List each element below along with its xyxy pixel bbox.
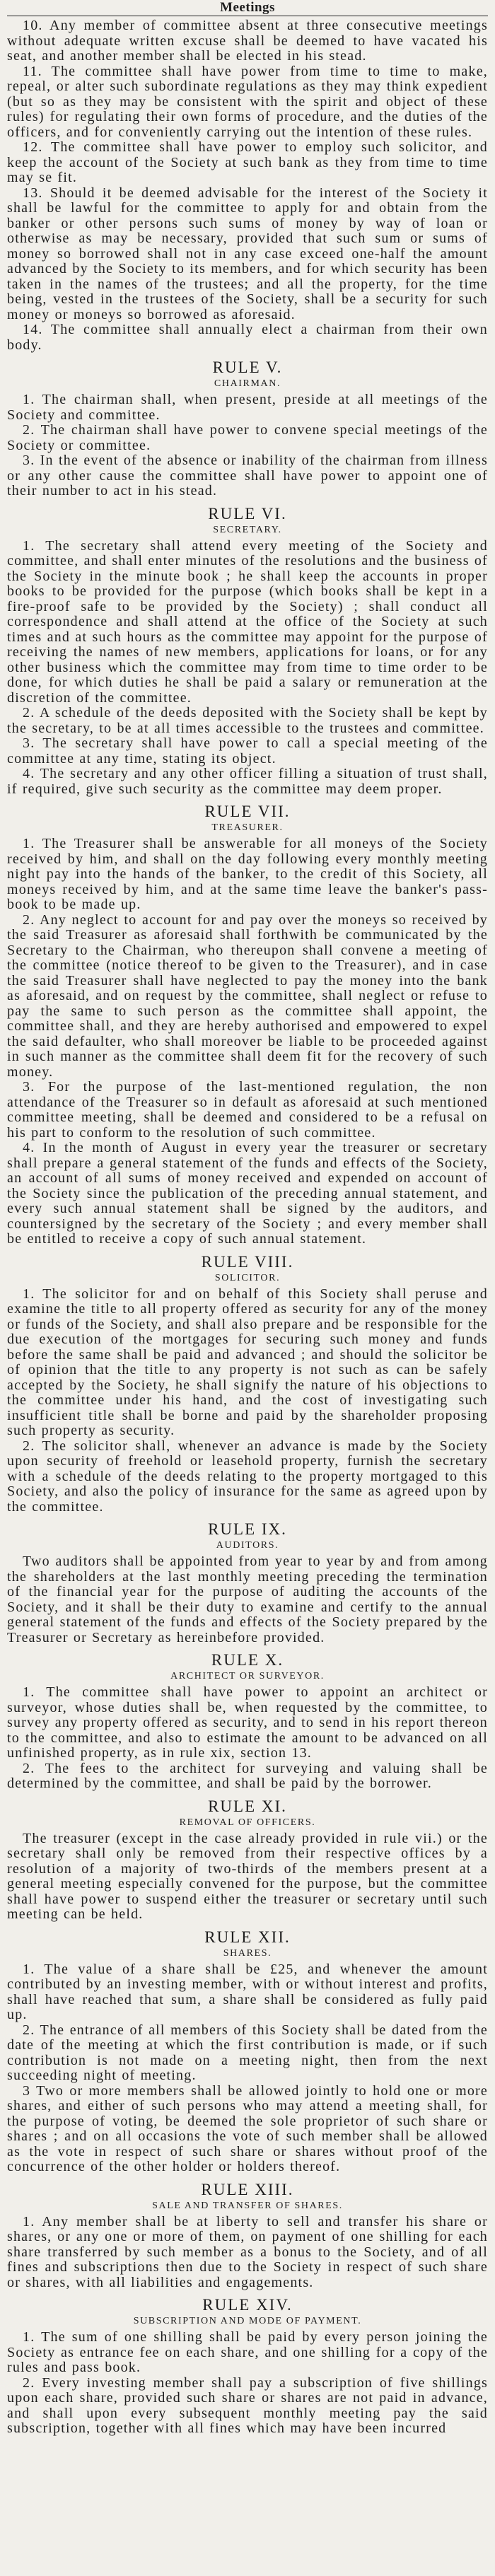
rule-subtitle: SALE AND TRANSFER OF SHARES. (152, 2200, 343, 2211)
rule-section (7, 358, 488, 499)
rule-title: RULE VII. (204, 803, 291, 820)
rule-title: RULE X. (211, 1651, 284, 1669)
rule-title: RULE V. (212, 359, 283, 376)
rule-subtitle: SUBSCRIPTION AND MODE OF PAYMENT. (133, 2316, 362, 2326)
rule-paragraph: 2. The solicitor shall, whenever an advance is made by the Society upon security of freehold or leasehold property, furnish the secretary with a schedule of the deeds relating to the property mortgaged to this Society, and also the policy of insurance for the same as agreed upon by the committee. (7, 1438, 488, 1515)
rule-title: RULE VI. (208, 504, 287, 523)
rule-paragraph: 11. The committee shall have power from time to time to make, repeal, or alter such subordinate regulations as they may think expedient (but so as they may be consistent with the spirit and object of these rules) for regulating their own forms of procedure, and the duties of the officers, and for conveniently carrying out the intention of these rules. (7, 63, 488, 140)
rule-paragraph: 10. Any member of committee absent at three consecutive meetings without adequate written excuse shall be deemed to have vacated his seat, and another member shall be elected in his stead. (7, 18, 488, 64)
rule-paragraph: 3 Two or more members shall be allowed jointly to hold one or more shares, and either of such persons who may attend a meeting shall, for the purpose of voting, be deemed the sole proprietor of such share or shares ; and on all occasions the vote of such member shall be allowed as the vote in respect of such share or shares without proof of the concurrence of the other holder or holders thereof. (7, 2082, 488, 2174)
rule-paragraph: 2. The entrance of all members of this Society shall be dated from the date of the meeting at which the first contribution is made, or if such contribution is not made on a meeting night, then from the next succeeding night of meeting. (7, 2022, 488, 2083)
rule-section (7, 1252, 488, 1515)
rule-title: RULE IX. (208, 1520, 287, 1538)
rule-paragraph: 1. The secretary shall attend every meeting of the Society and committee, and shall enter minutes of the resolutions and the business of the Society in the minute book ; he shall keep the accounts in proper books to be provided for the purpose (which books shall be kept in a fire-proof safe to be provided by the Society) ; shall conduct all correspondence and shall attend at the office of the Society at such times and at such hours as the committee may appoint for the purpose of receiving the names of new members, applications for loans, or for any other business which the committee may from time to time order to be done, for which duties he shall be paid a salary or remuneration at the discretion of the committee. (7, 537, 488, 706)
rule-paragraph: 1. The committee shall have power to appoint an architect or surveyor, whose duties shall be, when requested by the committee, to survey any property offered as security, and to send in his report thereon to the committee, and also to estimate the amount to be advanced on all unfinished property, as in rule xix, section 13. (7, 1684, 488, 1761)
rule-subtitle: REMOVAL OF OFFICERS. (179, 1817, 316, 1828)
rule-paragraph: 1. Any member shall be at liberty to sell and transfer his share or shares, or any one or more of them, on payment of one shilling for each share transferred by such member as a bonus to the Society, and of all fines and subscriptions then due to the Society in respect of such share or shares, with all liabilities and engagements. (7, 2213, 488, 2290)
rule-title: RULE XIV. (202, 2296, 293, 2314)
rule-paragraph: 2. The fees to the architect for surveying and valuing shall be determined by the committee, and shall be paid by the borrower. (7, 1760, 488, 1791)
rule-paragraph: 1. The value of a share shall be £25, and whenever the amount contributed by an investing member, with or without interest and profits, shall have reached that sum, a share shall be considered as fully paid up. (7, 1961, 488, 2022)
rule-paragraph: 2. The chairman shall have power to convene special meetings of the Society or committee. (7, 422, 488, 453)
rule-paragraph: Two auditors shall be appointed from year to year by and from among the shareholders at the last monthly meeting preceding the termination of the financial year for the purpose of auditing the accounts of the Society, and it shall be their duty to examine and certify to the annual general statement of the funds and effects of the Society prepared by the Treasurer or Secretary as hereinbefore provided. (7, 1554, 488, 1645)
rule-paragraph: 1. The Treasurer shall be answerable for all moneys of the Society received by him, and shall on the day following every monthly meeting night pay into the hands of the banker, to the credit of this Society, all moneys received by him, and at the same time leave the banker's pass-book to be made up. (7, 836, 488, 912)
rule-section (7, 1650, 488, 1792)
rule-section (7, 1928, 488, 2175)
rule-section (7, 504, 488, 798)
rule-section (7, 2295, 488, 2437)
rule-paragraph: 3. In the event of the absence or inability of the chairman from illness or any other cause the committee shall have power to appoint one of their number to act in his stead. (7, 453, 488, 499)
rule-subtitle: SECRETARY. (213, 524, 282, 535)
rule-paragraph: 14. The committee shall annually elect a chairman from their own body. (7, 322, 488, 353)
rule-subtitle: SHARES. (223, 1947, 272, 1959)
rule-title: RULE VIII. (201, 1252, 294, 1271)
rule-paragraph: 1. The chairman shall, when present, preside at all meetings of the Society and committee. (7, 392, 488, 423)
rule-subtitle: TREASURER. (211, 822, 284, 833)
rule-paragraph: 4. In the month of August in every year the treasurer or secretary shall prepare a general statement of the funds and effects of the Society, an account of all sums of money received and expended on account of the Society since the publication of the preceding annual statement, and every such annual statement shall be signed by the auditors, and countersigned by the secretary of the Society ; and every member shall be entitled to receive a copy of such annual statement. (7, 1140, 488, 1247)
rule-subtitle: AUDITORS. (216, 1540, 279, 1551)
rule-section (7, 2180, 488, 2291)
rule-section (7, 1797, 488, 1923)
rule-paragraph: The treasurer (except in the case already provided in rule vii.) or the secretary shall only be removed from their respective offices by a resolution of a majority of two-thirds of the members present at a general meeting especially convened for the purpose, but the committee shall have power to suspend either the treasurer or secretary until such meeting can be held. (7, 1830, 488, 1922)
rule-subtitle: SOLICITOR. (214, 1272, 281, 1283)
intro-section (7, 18, 488, 353)
rule-title: RULE XIII. (201, 2180, 294, 2198)
rule-paragraph: 13. Should it be deemed advisable for the interest of the Society it shall be lawful for the committee to apply for and obtain from the banker or other persons such sums of money by way of loan or otherwise as may be necessary, provided that such sum or sums of money so borrowed shall not in any case exceed one-half the amount advanced by the Society to its members, and for which security has been taken in the names of the trustees; and all the property, for the time being, vested in the trustees of the Society, shall be a security for such money or moneys so borrowed as aforesaid. (7, 185, 488, 322)
rule-paragraph: 2. A schedule of the deeds deposited with the Society shall be kept by the secretary, to be at all times accessible to the trustees and committee. (7, 705, 488, 736)
page-header-title: Meetings (220, 0, 275, 15)
rule-paragraph: 3. The secretary shall have power to call a special meeting of the committee at any time, stating its object. (7, 735, 488, 767)
page-header (7, 0, 488, 16)
rule-subtitle: CHAIRMAN. (214, 378, 281, 389)
rule-paragraph: 12. The committee shall have power to employ such solicitor, and keep the account of the Society at such bank as they from time to time may se fit. (7, 139, 488, 185)
rule-paragraph: 2. Every investing member shall pay a subscription of five shillings upon each share, provided such share or shares are not paid in advance, and shall upon every subsequent monthly meeting pay the said subscription, together with all fines which may have been incurred (7, 2374, 488, 2436)
rule-section (7, 1520, 488, 1645)
rule-paragraph: 2. Any neglect to account for and pay over the moneys so received by the said Treasurer as aforesaid shall forthwith be communicated by the Secretary to the Chairman, who thereupon shall convene a meeting of the committee (notice thereof to be given to the Treasurer), and in case the said Treasurer shall have neglected to pay the money into the bank as aforesaid, and on request by the committee, shall neglect or refuse to pay the same to such person as the committee shall appoint, the committee shall, and they are hereby authorised and empowered to expel the said defaulter, who shall moreover be liable to be proceeded against in such manner as the committee shall deem fit for the recovery of such money. (7, 911, 488, 1080)
rule-paragraph: 1. The solicitor for and on behalf of this Society shall peruse and examine the title to all property offered as security for any of the money or funds of the Society, and shall also prepare and be responsible for the due execution of the mortgages for securing such money and funds before the same shall be paid and advanced ; and should the solicitor be of opinion that the title to any property is not such as can be safely accepted by the Society, he shall signify the nature of his objections to the committee under his hand, and the cost of investigating such insufficient title shall be borne and paid by the shareholder proposing such property as security. (7, 1286, 488, 1438)
rule-subtitle: ARCHITECT OR SURVEYOR. (170, 1671, 325, 1682)
rule-section (7, 802, 488, 1247)
rule-title: RULE XI. (208, 1797, 287, 1815)
rule-paragraph: 3. For the purpose of the last-mentioned regulation, the non attendance of the Treasurer so in default as aforesaid at such mentioned committee meeting, shall be deemed and considered to be a refusal on his part to conform to the resolution of such committee. (7, 1079, 488, 1141)
rule-paragraph: 4. The secretary and any other officer filling a situation of trust shall, if required, give such security as the committee may deem proper. (7, 766, 488, 797)
rule-title: RULE XII. (204, 1928, 291, 1946)
rule-paragraph: 1. The sum of one shilling shall be paid by every person joining the Society as entrance fee on each share, and one shilling for a copy of the rules and pass book. (7, 2329, 488, 2375)
